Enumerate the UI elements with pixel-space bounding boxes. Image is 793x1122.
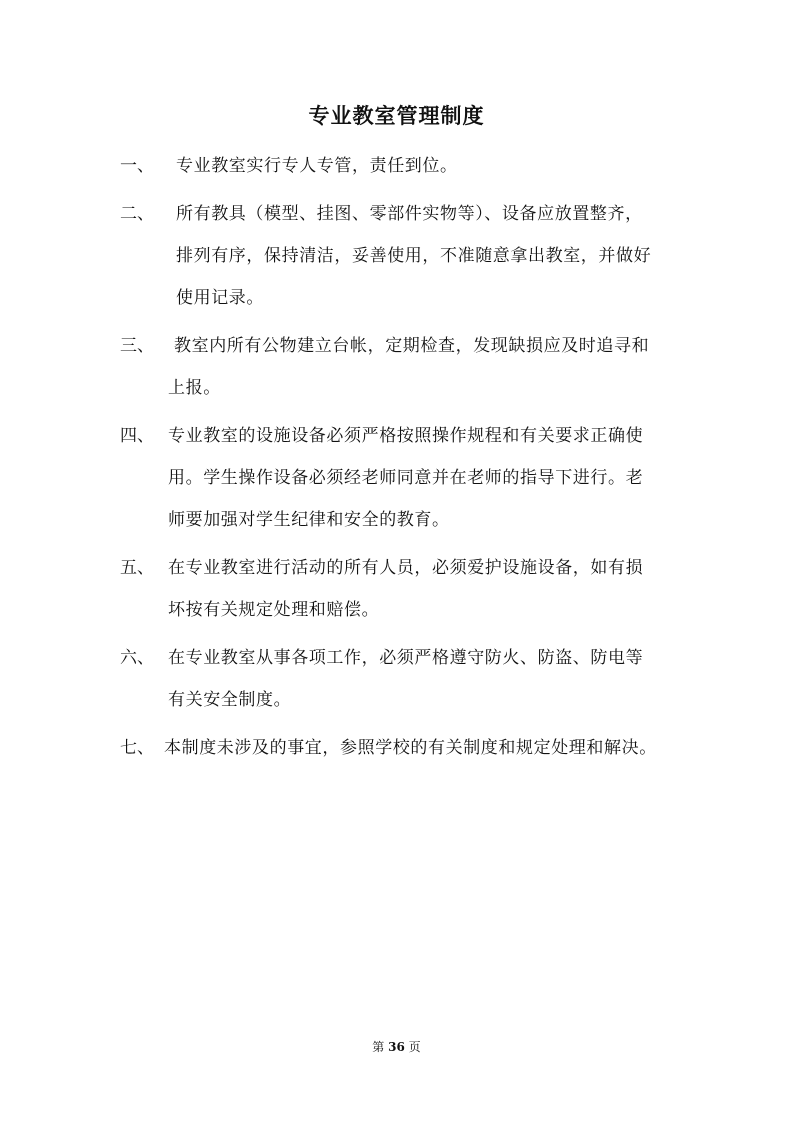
rule-item-7 — [0, 727, 793, 769]
rule-text-line: 专业教室实行专人专管，责任到位。 — [176, 156, 458, 176]
rule-text-line: 使用记录。 — [176, 288, 264, 308]
rule-number: 四、 — [120, 426, 154, 446]
document-title: 专业教室管理制度 — [308, 104, 485, 128]
page-number-footer — [0, 1038, 793, 1055]
rule-text-line: 教室内所有公物建立台帐，定期检查，发现缺损应及时追寻和 — [174, 336, 650, 356]
rule-text-line: 所有教具（模型、挂图、零部件实物等）、设备应放置整齐， — [176, 204, 643, 224]
rule-text-line: 排列有序，保持清洁，妥善使用，不准随意拿出教室，并做好 — [176, 246, 652, 266]
rules-list — [0, 145, 793, 769]
rule-text-line: 有关安全制度。 — [168, 690, 292, 710]
rule-number: 二、 — [120, 204, 154, 224]
page-number: 36 — [388, 1040, 405, 1054]
rule-text-line: 坏按有关规定处理和赔偿。 — [168, 600, 380, 620]
rule-item-2 — [0, 193, 793, 319]
rule-number: 五、 — [120, 558, 154, 578]
rule-text-line: 用。学生操作设备必须经老师同意并在老师的指导下进行。老 — [168, 468, 644, 488]
rule-item-5 — [0, 547, 793, 631]
rule-item-3 — [0, 325, 793, 409]
rule-text-line: 在专业教室进行活动的所有人员，必须爱护设施设备，如有损 — [168, 558, 644, 578]
rule-item-1 — [0, 145, 793, 187]
rule-text-line: 师要加强对学生纪律和安全的教育。 — [168, 510, 450, 530]
rule-number: 一、 — [120, 156, 154, 176]
rule-number: 六、 — [120, 648, 154, 668]
rule-text-line: 在专业教室从事各项工作，必须严格遵守防火、防盗、防电等 — [168, 648, 644, 668]
rule-text-line: 上报。 — [168, 378, 221, 398]
rule-item-6 — [0, 637, 793, 721]
rule-number: 七、 — [120, 738, 154, 758]
rule-item-4 — [0, 415, 793, 541]
rule-text-line: 本制度未涉及的事宜，参照学校的有关制度和规定处理和解决。 — [164, 738, 657, 758]
rule-number: 三、 — [120, 336, 154, 356]
page-suffix: 页 — [408, 1040, 421, 1054]
rule-text-line: 专业教室的设施设备必须严格按照操作规程和有关要求正确使 — [168, 426, 644, 446]
page-prefix: 第 — [372, 1040, 385, 1054]
